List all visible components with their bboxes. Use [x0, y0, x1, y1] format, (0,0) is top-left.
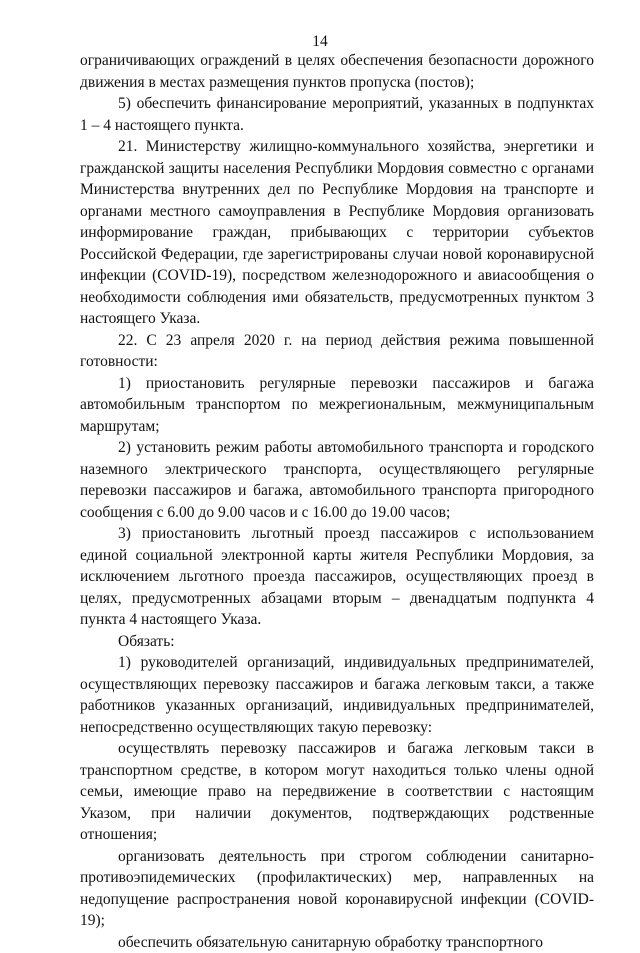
- paragraph: организовать деятельность при строгом соблюдении санитарно-противоэпидемических (профилактических) мер, направленных на недопущение распространения новой коронавирусной инфекции (COVID-19);: [80, 846, 594, 932]
- paragraph: обеспечить обязательную санитарную обработку транспортного: [80, 932, 594, 953]
- paragraph: 5) обеспечить финансирование мероприятий, указанных в подпунктах 1 – 4 настоящего пункта.: [80, 93, 594, 136]
- paragraph: осуществлять перевозку пассажиров и багажа легковым такси в транспортном средстве, в котором могут находиться только члены одной семьи, имеющие право на передвижение в соответствии с настоящим Указом, при наличии документов, подтверждающих родственные отношения;: [80, 738, 594, 846]
- paragraph: 1) приостановить регулярные перевозки пассажиров и багажа автомобильным транспортом по межрегиональным, межмуниципальным маршрутам;: [80, 373, 594, 438]
- paragraph: 2) установить режим работы автомобильного транспорта и городского наземного электрического транспорта, осуществляющего регулярные перевозки пассажиров и багажа, автомобильного транспорта пригородного сообщения с 6.00 до 9.00 часов и с 16.00 до 19.00 часов;: [80, 437, 594, 523]
- page-number: 14: [0, 33, 640, 51]
- paragraph: 3) приостановить льготный проезд пассажиров с использованием единой социальной электронной карты жителя Республики Мордовия, за исключением льготного проезда пассажиров, осуществляющих проезд в целях, предусмотренных абзацами вторым – двенадцатым подпункта 4 пункта 4 настоящего Указа.: [80, 523, 594, 631]
- paragraph: 21. Министерству жилищно-коммунального хозяйства, энергетики и гражданской защиты населения Республики Мордовия совместно с органами Министерства внутренних дел по Республике Мордовия на транспорте и органами местного самоуправления в Республике Мордовия организовать информирование граждан, прибывающих с территории субъектов Российской Федерации, где зарегистрированы случаи новой коронавирусной инфекции (COVID-19), посредством железнодорожного и авиасообщения о необходимости соблюдения ими обязательств, предусмотренных пунктом 3 настоящего Указа.: [80, 136, 594, 330]
- paragraph: 22. С 23 апреля 2020 г. на период действия режима повышенной готовности:: [80, 330, 594, 373]
- paragraph: 1) руководителей организаций, индивидуальных предпринимателей, осуществляющих перевозку пассажиров и багажа легковым такси, а также работников указанных организаций, индивидуальных предпринимателей, непосредственно осуществляющих такую перевозку:: [80, 652, 594, 738]
- document-body: [80, 50, 594, 953]
- paragraph: Обязать:: [80, 631, 594, 653]
- paragraph: ограничивающих ограждений в целях обеспечения безопасности дорожного движения в местах размещения пунктов пропуска (постов);: [80, 50, 594, 93]
